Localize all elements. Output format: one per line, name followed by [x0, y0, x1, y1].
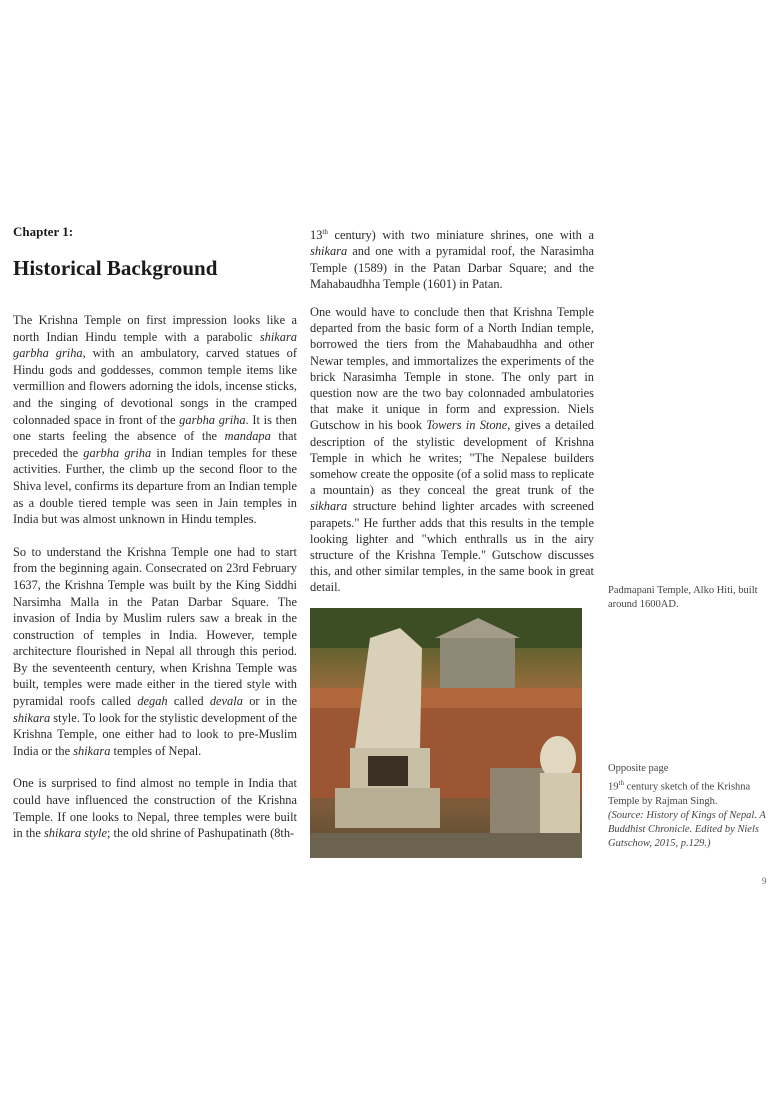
text-run: , with an ambulatory, carved statues of Hindu gods and goddesses, common temple items like vermillion and flowers adorning the idols, incense sticks, and the singing of devotional songs in the cramped colonnaded space in front of the [13, 346, 297, 427]
photo-caption [608, 584, 773, 612]
paragraph [13, 312, 297, 528]
paragraph [13, 544, 297, 760]
opposite-page-caption [608, 762, 773, 851]
italic-text: shikara [73, 743, 111, 758]
text-run: structure behind lighter arcades with screened parapets." He further adds that this results in the temple looking lighter and "which enthralls us in the airy structure of the Krishna Temple." Gutschow discusses this, and other similar temples, in the same book in great detail. [310, 499, 594, 595]
text-run: So to understand the Krishna Temple one had to start from the beginning again. Consecrated on 23rd February 1637, the Krishna Temple was built by the King Siddhi Narsimha Malla in the Patan Darbar Square. The invasion of India by Muslim rulers saw a break in the construction of temples in India. However, temple architecture flourished in Nepal all through this period. By the seventeenth century, when Krishna Temple was built, temples were made either in the tiered style with pyramidal roofs called [13, 544, 297, 709]
paragraph [13, 775, 297, 841]
text-run: Opposite page [608, 763, 669, 774]
paragraph [310, 304, 594, 596]
page-number: 9 [762, 876, 767, 886]
text-run: temples of Nepal. [110, 743, 202, 758]
italic-text: sikhara [310, 499, 348, 514]
text-run: century) with two miniature shrines, one with a [327, 228, 594, 243]
padmapani-temple-photo [310, 608, 582, 858]
left-column [13, 312, 297, 858]
italic-text: shikara [310, 244, 348, 259]
italic-text: shikara garbha griha [13, 329, 297, 361]
text-run: One would have to conclude then that Krishna Temple departed from the basic form of a North Indian temple, borrowed the tiers from the Mahabaudhha and other Newar temples, and immortalizes the experiments of the brick Narasimha Temple in stone. The only part in question now are the two bay colonnaded ambulatories that make it unique in form and expression. Niels Gutschow in his book [310, 304, 594, 433]
text-run: One is surprised to find almost no temple in India that could have influenced the construction of the Krishna Temple. If one looks to Nepal, three temples were built in the [13, 776, 297, 841]
text-run: Padmapani Temple, Alko Hiti, built around 1600AD. [608, 585, 758, 610]
italic-text: shikara [13, 710, 51, 725]
italic-text: garbha griha [179, 412, 246, 427]
paragraph [310, 224, 594, 292]
text-run: ; the old shrine of Pashupatinath (8th- [106, 826, 295, 841]
right-column [310, 224, 594, 858]
text-run: called [167, 694, 210, 709]
text-run: , gives a detailed description of the stylistic development of Krishna Temple in which he writes; "The Nepalese builders somehow create the opposite (of a solid mass to replicate a mountain) as they conceal the great trunk of the [310, 418, 595, 498]
temple-photo-illustration [310, 608, 582, 858]
italic-text: devala [209, 694, 243, 709]
text-run: . It is then one starts feeling the absence of the [13, 412, 297, 444]
italic-text: degah [137, 694, 168, 709]
italic-text: Towers in Stone [426, 418, 508, 433]
text-run: 13 [310, 228, 323, 243]
page-title: Historical Background [13, 256, 218, 280]
text-run: The Krishna Temple on first impression looks like a north Indian Hindu temple with a parabolic [13, 313, 297, 344]
italic-text: (Source: History of Kings of Nepal. A Buddhist Chronicle. Edited by Niels Gutschow, 2015, p.129.) [608, 809, 766, 849]
text-run: that preceded the [13, 429, 297, 460]
text-run: and one with a pyramidal roof, the Narasimha Temple (1589) in the Patan Darbar Square; and the Mahabaudhha Temple (1601) in Patan. [310, 244, 594, 291]
right-column-text [310, 224, 594, 596]
text-run: in Indian temples for these activities. Further, the climb up the second floor to the Shiva level, confirms its departure from an Indian temple as a double tiered temple was seen in Jain temples in India but was almost unknown in Hindu temples. [13, 445, 298, 527]
text-run: th [322, 228, 328, 236]
chapter-label: Chapter 1: [13, 224, 74, 239]
text-run: 19 [608, 781, 619, 793]
italic-text: garbha griha [83, 445, 152, 460]
text-run: th [618, 779, 624, 787]
text-run: century sketch of the Krishna Temple by Rajman Singh. [608, 781, 751, 807]
text-run: or in the [242, 694, 298, 709]
italic-text: mandapa [224, 429, 271, 444]
text-run: style. To look for the stylistic development of the Krishna Temple, one either had to look to pre-Muslim India or the [13, 710, 297, 758]
italic-text: shikara style [43, 826, 107, 841]
